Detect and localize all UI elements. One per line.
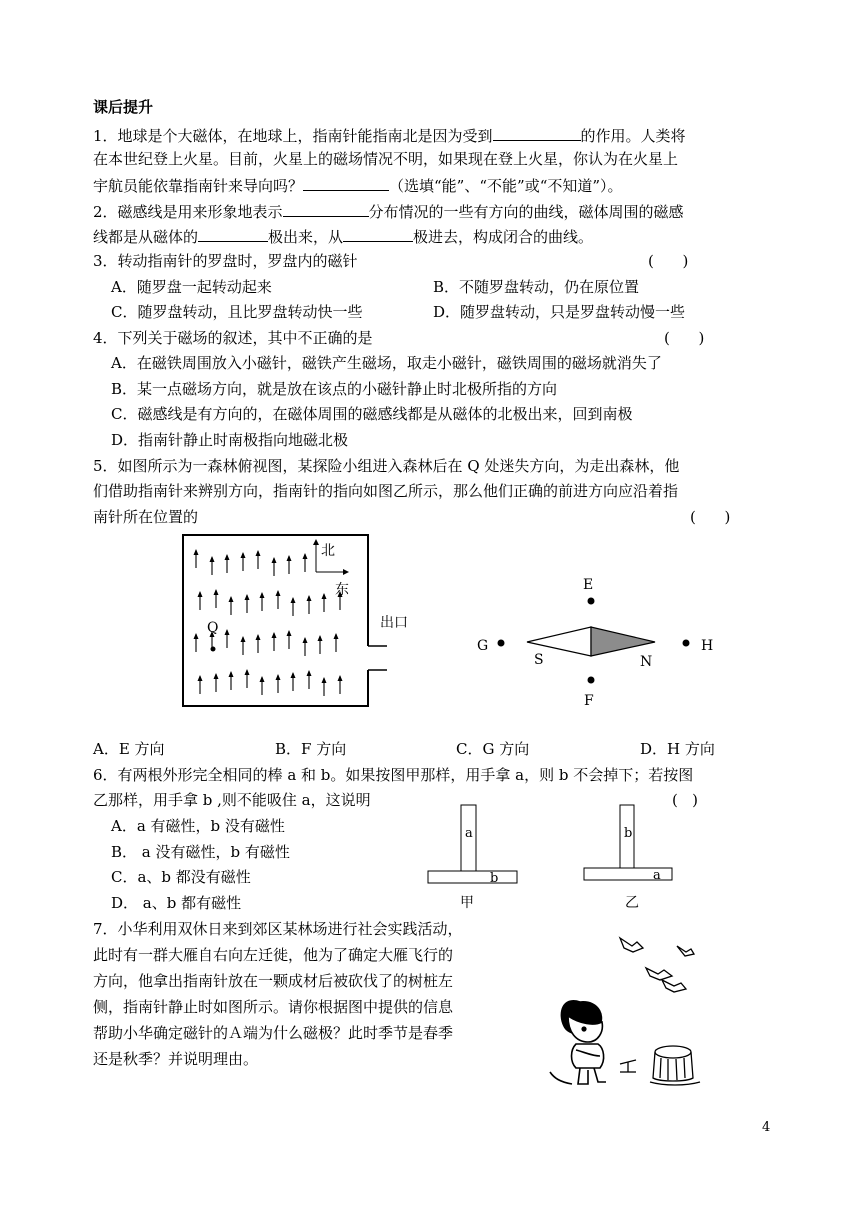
stump-bark <box>660 1058 685 1080</box>
q7-line-5: 帮助小华确定磁针的Ａ端为什么磁极？此时季节是春季 <box>93 1024 454 1042</box>
q7-line-4: 侧，指南针静止时如图所示。请你根据图中提供的信息 <box>93 998 454 1016</box>
east-label: 东 <box>335 582 349 598</box>
bars-figure <box>420 795 700 920</box>
tree-icon <box>256 634 261 640</box>
q5-option-a[interactable]: A．E 方向 <box>93 740 165 758</box>
q2-text-b: 分布情况的一些有方向的曲线，磁体周围的磁感 <box>368 203 684 221</box>
goose-4 <box>662 980 686 992</box>
tree-icon <box>229 671 234 677</box>
q5-option-c[interactable]: C．G 方向 <box>456 740 530 758</box>
q5-answer-paren[interactable]: ( ) <box>690 508 731 526</box>
point-f <box>588 677 595 684</box>
goose-2 <box>677 946 694 956</box>
q2-text-c: 线都是从磁体的 <box>93 228 199 246</box>
tree-icon <box>307 595 312 601</box>
q-label: Q <box>207 620 219 636</box>
q4-option-b[interactable]: B．某一点磁场方向，就是放在该点的小磁针静止时北极所指的方向 <box>111 380 558 398</box>
q1-line-3 <box>93 174 623 196</box>
q6-line-2: 乙那样，用手拿 b ,则不能吸住 a，这说明 <box>93 791 371 809</box>
tree-icon <box>287 630 292 636</box>
figure-yi <box>584 805 672 911</box>
section-heading: 课后提升 <box>93 98 154 116</box>
tree-icon <box>210 556 215 562</box>
tree-icon <box>260 592 265 598</box>
tree-icon <box>241 636 246 642</box>
q3-option-a[interactable]: A．随罗盘一起转动起来 <box>111 278 272 296</box>
boy-arm <box>576 1050 600 1056</box>
tree-icon <box>194 549 199 555</box>
boy-compass-stump-illustration <box>540 932 720 1097</box>
q2-text-d: 极出来，从 <box>268 228 344 246</box>
tree-icon <box>272 557 277 563</box>
tree-icon <box>322 677 327 683</box>
tree-icon <box>214 589 219 595</box>
exit-label: 出口 <box>380 615 408 631</box>
tree-icon <box>245 669 250 675</box>
stump-top <box>655 1046 691 1058</box>
q-point <box>211 647 216 652</box>
q1-text-d: （选填“能”、“不能”或“不知道”）。 <box>389 177 623 195</box>
point-f-label: F <box>584 693 594 709</box>
q7-line-6: 还是秋季？并说明理由。 <box>93 1050 259 1068</box>
jia-horizontal-bar <box>428 871 517 883</box>
tree-icon <box>260 676 265 682</box>
tree-icon <box>303 553 308 559</box>
tree-icon <box>291 672 296 678</box>
q3-stem: 3．转动指南针的罗盘时，罗盘内的磁针 <box>93 252 358 270</box>
yi-vertical-label: b <box>624 826 633 841</box>
forest-map-figure <box>175 528 425 713</box>
q2-blank-3[interactable] <box>343 225 413 242</box>
q1-text-a: 1．地球是个大磁体，在地球上，指南针能指南北是因为受到 <box>93 127 493 145</box>
q6-option-c[interactable]: C．a、b 都没有磁性 <box>111 868 251 886</box>
jia-caption: 甲 <box>460 895 474 911</box>
q4-option-a[interactable]: A．在磁铁周围放入小磁针，磁铁产生磁场，取走小磁针，磁铁周围的磁场就消失了 <box>111 354 662 372</box>
tree-icon <box>276 590 281 596</box>
tree-icon <box>318 635 323 641</box>
q2-text-e: 极进去，构成闭合的曲线。 <box>413 228 594 246</box>
page-number: 4 <box>762 1120 771 1135</box>
tree-icon <box>194 633 199 639</box>
q2-blank-1[interactable] <box>283 200 369 217</box>
boy-legs <box>578 1068 606 1084</box>
q5-option-d[interactable]: D．H 方向 <box>640 740 715 758</box>
q6-option-d[interactable]: D． a、b 都有磁性 <box>111 894 242 912</box>
q4-option-d[interactable]: D．指南针静止时南极指向地磁北极 <box>111 431 349 449</box>
point-e <box>588 598 595 605</box>
q7-line-3: 方向，他拿出指南针放在一颗成材后被砍伐了的树桩左 <box>93 972 454 990</box>
tree-icon <box>245 594 250 600</box>
goose-3 <box>646 968 672 980</box>
point-e-label: E <box>583 577 594 593</box>
q5-line-2: 们借助指南针来辨别方向，指南针的指向如图乙所示，那么他们正确的前进方向应沿着指 <box>93 482 679 500</box>
tree-icon <box>291 597 296 603</box>
boy-shadow-stroke <box>550 1072 572 1084</box>
tree-stump <box>650 1046 700 1085</box>
q2-text-a: 2．磁感线是用来形象地表示 <box>93 203 283 221</box>
tree-icon <box>225 554 230 560</box>
q2-blank-2[interactable] <box>198 225 268 242</box>
q6-line-1: 6．有两根外形完全相同的棒 a 和 b。如果按图甲那样，用手拿 a，则 b 不会掉下；若按图 <box>93 766 694 784</box>
q3-answer-paren[interactable]: ( ) <box>648 252 689 270</box>
point-g-label: G <box>477 638 489 654</box>
tree-icon <box>229 596 234 602</box>
q3-option-b[interactable]: B．不随罗盘转动，仍在原位置 <box>433 278 640 296</box>
needle-s-label: S <box>534 652 544 668</box>
stump-ground <box>650 1082 700 1085</box>
q6-option-b[interactable]: B． a 没有磁性，b 有磁性 <box>111 843 290 861</box>
q7-line-1: 7．小华利用双休日来到郊区某林场进行社会实践活动， <box>93 920 463 938</box>
q2-line-2 <box>93 225 593 247</box>
q4-answer-paren[interactable]: ( ) <box>664 329 705 347</box>
q6-option-a[interactable]: A．a 有磁性，b 没有磁性 <box>111 817 285 835</box>
tree-icon <box>214 673 219 679</box>
tree-icon <box>287 555 292 561</box>
tree-icon <box>241 552 246 558</box>
point-h <box>683 640 690 647</box>
q1-blank-1[interactable] <box>493 124 581 141</box>
q2-line-1 <box>93 200 684 222</box>
q6-answer-paren[interactable]: ( ) <box>672 791 699 809</box>
q5-line-3: 南针所在位置的 <box>93 508 199 526</box>
q1-text-b: 的作用。人类将 <box>580 127 686 145</box>
q7-line-2: 此时有一群大雁自右向左迁徙，他为了确定大雁飞行的 <box>93 946 454 964</box>
q4-option-c[interactable]: C．磁感线是有方向的，在磁体周围的磁感线都是从磁体的北极出来，回到南极 <box>111 405 633 423</box>
q1-text-c: 宇航员能依靠指南针来导向吗？ <box>93 177 304 195</box>
tree-icon <box>338 675 343 681</box>
tree-icon <box>322 593 327 599</box>
compass-figure <box>470 570 720 710</box>
goose-1 <box>620 938 643 952</box>
q5-line-1: 5．如图所示为一森林俯视图，某探险小组进入森林后在 Q 处迷失方向，为走出森林，他 <box>93 457 680 475</box>
q1-line-2: 在本世纪登上火星。目前，火星上的磁场情况不明，如果现在登上火星，你认为在火星上 <box>93 150 679 168</box>
q3-option-d[interactable]: D．随罗盘转动，只是罗盘转动慢一些 <box>433 303 686 321</box>
figure-jia <box>428 805 517 911</box>
north-label: 北 <box>321 543 335 559</box>
tree-icon <box>307 670 312 676</box>
q3-option-c[interactable]: C．随罗盘转动，且比罗盘转动快一些 <box>111 303 363 321</box>
jia-horizontal-label: b <box>490 871 499 886</box>
point-g <box>498 640 505 647</box>
tree-icon <box>225 629 230 635</box>
jia-vertical-label: a <box>465 826 473 841</box>
tree-icon <box>276 674 281 680</box>
q4-stem: 4．下列关于磁场的叙述，其中不正确的是 <box>93 329 373 347</box>
tree-icon <box>198 675 203 681</box>
q1-line-1 <box>93 124 686 146</box>
boy-eye <box>582 1027 586 1031</box>
boy-figure <box>550 1001 606 1084</box>
tree-icon <box>334 633 339 639</box>
tree-icon <box>198 591 203 597</box>
yi-horizontal-label: a <box>653 868 661 883</box>
compass-needle-north-half <box>591 627 655 656</box>
flying-geese <box>620 938 694 992</box>
tree-icon <box>272 632 277 638</box>
tree-icon <box>256 550 261 556</box>
point-h-label: H <box>701 638 714 654</box>
compass-on-ground <box>620 1060 636 1072</box>
yi-caption: 乙 <box>625 895 639 911</box>
q1-blank-2[interactable] <box>303 174 389 191</box>
needle-n-label: N <box>640 654 653 670</box>
q5-option-b[interactable]: B．F 方向 <box>275 740 347 758</box>
tree-icon <box>303 637 308 643</box>
